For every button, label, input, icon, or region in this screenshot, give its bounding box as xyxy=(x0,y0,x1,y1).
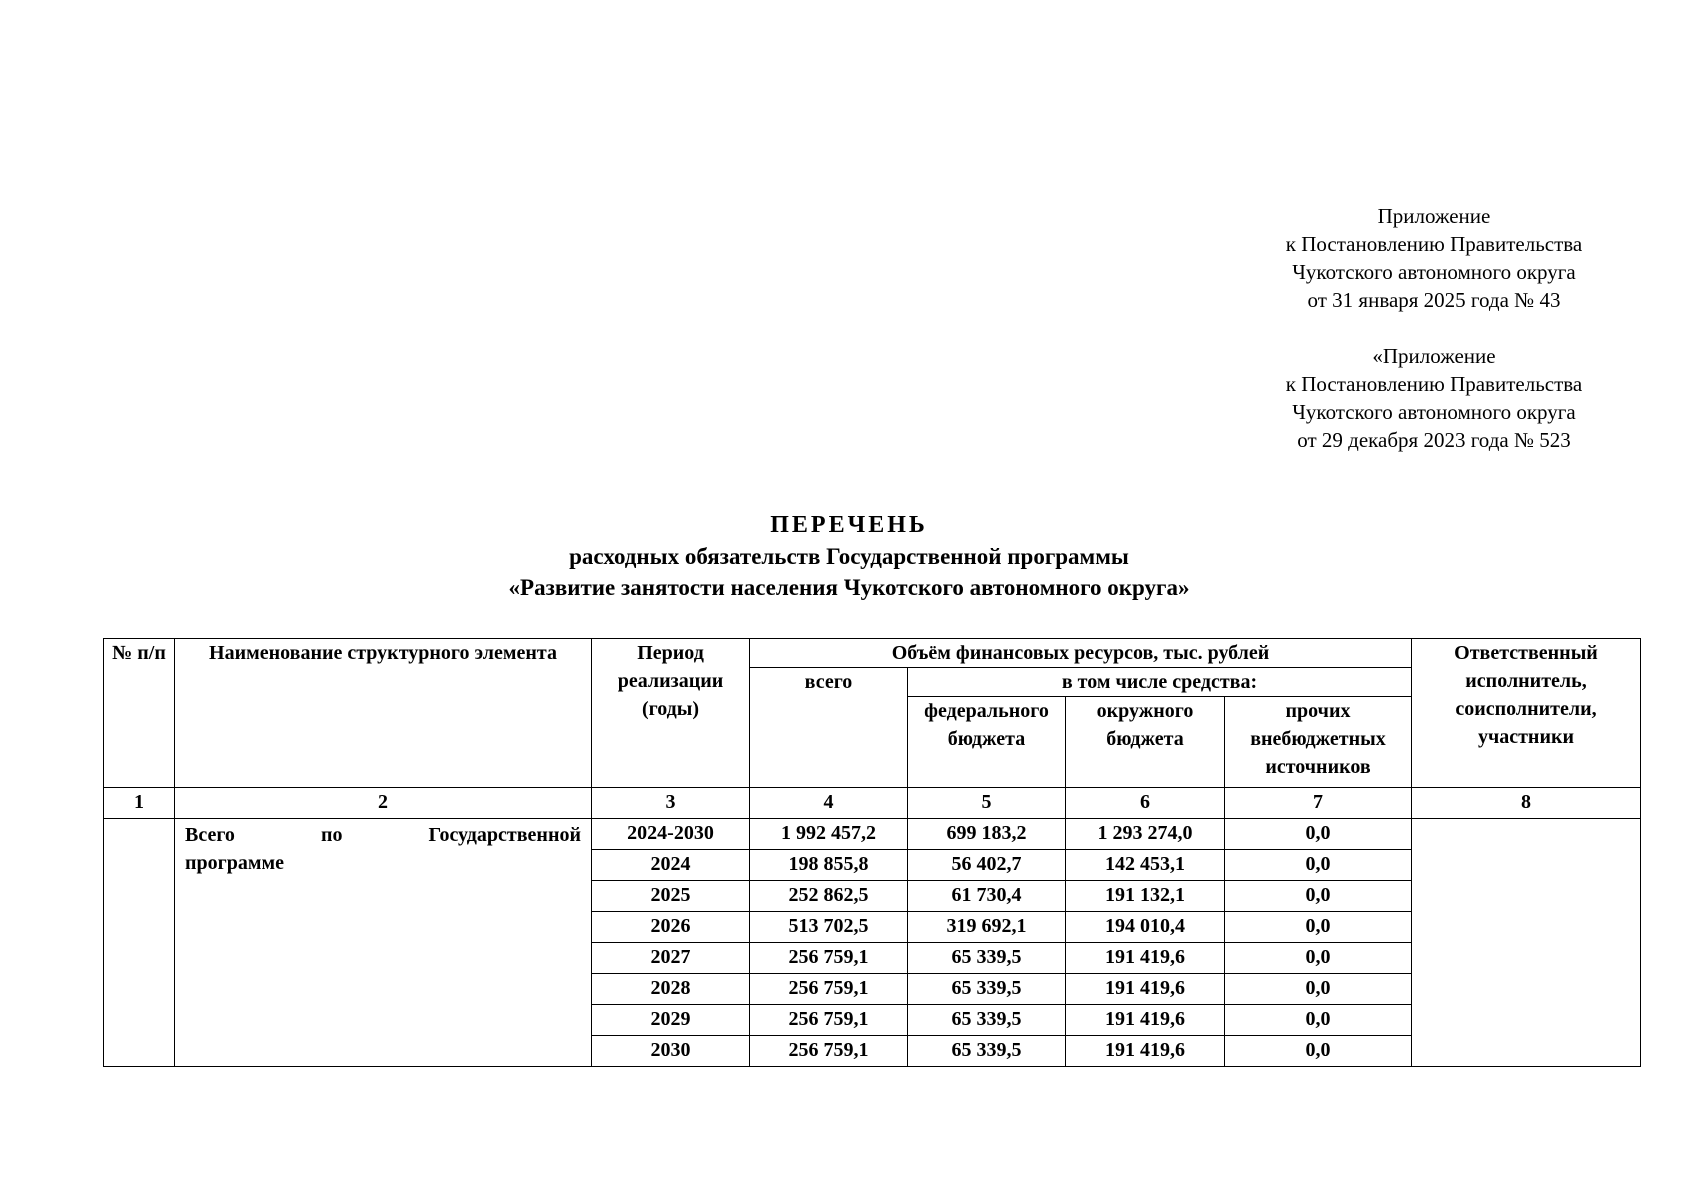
title-main: ПЕРЕЧЕНЬ xyxy=(770,512,928,538)
cell-district: 191 132,1 xyxy=(1066,881,1225,912)
cell-total: 1 992 457,2 xyxy=(750,819,908,850)
col-number-4: 4 xyxy=(750,788,908,819)
title-line-3: «Развитие занятости населения Чукотского автономного округа» xyxy=(508,575,1190,600)
cell-district: 191 419,6 xyxy=(1066,943,1225,974)
section-name-cell xyxy=(175,819,592,1067)
responsible-cell xyxy=(1412,819,1641,1067)
col-number-8: 8 xyxy=(1412,788,1641,819)
appendix-current-line-2: к Постановлению Правительства xyxy=(1285,232,1583,256)
appendix-original-line-2: к Постановлению Правительства xyxy=(1285,372,1583,396)
cell-period: 2024 xyxy=(592,850,750,881)
cell-total: 252 862,5 xyxy=(750,881,908,912)
cell-other: 0,0 xyxy=(1225,819,1412,850)
header-total: всего xyxy=(750,668,908,788)
header-other: прочих внебюджетных источников xyxy=(1225,697,1412,788)
cell-other: 0,0 xyxy=(1225,881,1412,912)
header-name: Наименование структурного элемента xyxy=(175,639,592,788)
cell-other: 0,0 xyxy=(1225,974,1412,1005)
col-number-2: 2 xyxy=(175,788,592,819)
cell-total: 513 702,5 xyxy=(750,912,908,943)
row-num-cell xyxy=(104,819,175,1067)
cell-total: 256 759,1 xyxy=(750,974,908,1005)
cell-district: 142 453,1 xyxy=(1066,850,1225,881)
header-district: окружного бюджета xyxy=(1066,697,1225,788)
header-federal: федерального бюджета xyxy=(908,697,1066,788)
cell-federal: 65 339,5 xyxy=(908,943,1066,974)
header-num: № п/п xyxy=(104,639,175,788)
table-row xyxy=(104,819,1641,850)
cell-period: 2025 xyxy=(592,881,750,912)
cell-district: 191 419,6 xyxy=(1066,1036,1225,1067)
cell-other: 0,0 xyxy=(1225,912,1412,943)
cell-federal: 56 402,7 xyxy=(908,850,1066,881)
col-number-3: 3 xyxy=(592,788,750,819)
appendix-current-line-4: от 31 января 2025 года № 43 xyxy=(1307,288,1561,312)
cell-other: 0,0 xyxy=(1225,1005,1412,1036)
appendix-current-line-1: Приложение xyxy=(1377,204,1491,228)
cell-total: 198 855,8 xyxy=(750,850,908,881)
appendix-gap xyxy=(1160,314,1698,342)
cell-period: 2030 xyxy=(592,1036,750,1067)
cell-federal: 319 692,1 xyxy=(908,912,1066,943)
cell-other: 0,0 xyxy=(1225,943,1412,974)
appendix-block xyxy=(1160,202,1698,454)
cell-district: 191 419,6 xyxy=(1066,1005,1225,1036)
cell-federal: 65 339,5 xyxy=(908,1036,1066,1067)
cell-period: 2024-2030 xyxy=(592,819,750,850)
cell-district: 194 010,4 xyxy=(1066,912,1225,943)
appendix-current-line-3: Чукотского автономного округа xyxy=(1292,260,1576,284)
cell-period: 2028 xyxy=(592,974,750,1005)
cell-district: 1 293 274,0 xyxy=(1066,819,1225,850)
column-numbers-row xyxy=(104,788,1641,819)
cell-federal: 699 183,2 xyxy=(908,819,1066,850)
cell-total: 256 759,1 xyxy=(750,1005,908,1036)
cell-other: 0,0 xyxy=(1225,1036,1412,1067)
title-line-2: расходных обязательств Государственной программы xyxy=(569,544,1129,569)
header-row-1 xyxy=(104,639,1641,668)
cell-total: 256 759,1 xyxy=(750,1036,908,1067)
obligations-table xyxy=(103,638,1641,1067)
col-number-1: 1 xyxy=(104,788,175,819)
appendix-original-line-1: «Приложение xyxy=(1372,344,1496,368)
cell-federal: 61 730,4 xyxy=(908,881,1066,912)
col-number-7: 7 xyxy=(1225,788,1412,819)
cell-period: 2026 xyxy=(592,912,750,943)
cell-federal: 65 339,5 xyxy=(908,974,1066,1005)
document-title xyxy=(0,510,1698,603)
header-responsible: Ответственный исполнитель, соисполнители, участники xyxy=(1412,639,1641,788)
header-incl: в том числе средства: xyxy=(908,668,1412,697)
cell-period: 2027 xyxy=(592,943,750,974)
appendix-original-line-3: Чукотского автономного округа xyxy=(1292,400,1576,424)
col-number-6: 6 xyxy=(1066,788,1225,819)
cell-total: 256 759,1 xyxy=(750,943,908,974)
cell-other: 0,0 xyxy=(1225,850,1412,881)
cell-district: 191 419,6 xyxy=(1066,974,1225,1005)
cell-federal: 65 339,5 xyxy=(908,1005,1066,1036)
cell-period: 2029 xyxy=(592,1005,750,1036)
header-volume: Объём финансовых ресурсов, тыс. рублей xyxy=(750,639,1412,668)
section-name-line-1: Всего по Государственной xyxy=(185,824,581,846)
section-name-line-2: программе xyxy=(185,852,284,874)
appendix-original-line-4: от 29 декабря 2023 года № 523 xyxy=(1297,428,1571,452)
col-number-5: 5 xyxy=(908,788,1066,819)
header-period: Период реализации (годы) xyxy=(592,639,750,788)
